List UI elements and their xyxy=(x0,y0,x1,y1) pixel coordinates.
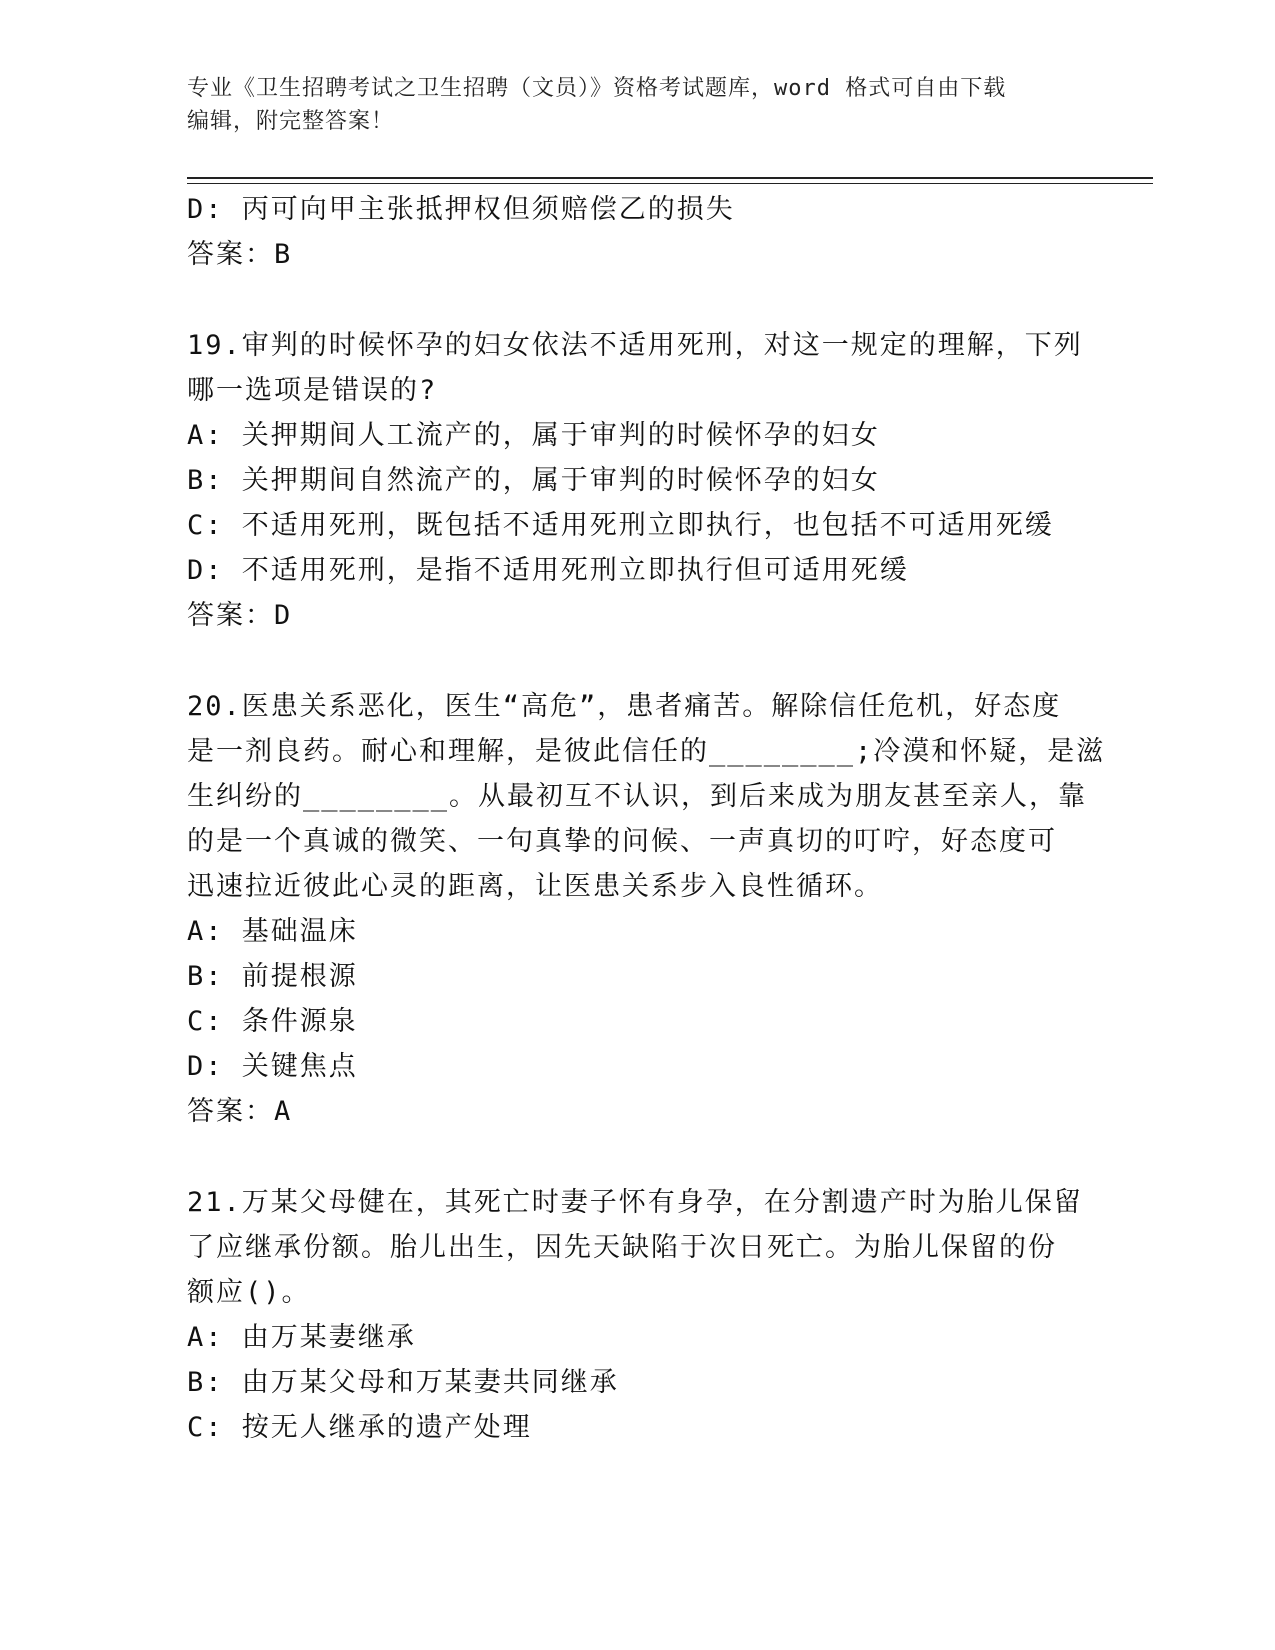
question-stem-line: 哪一选项是错误的? xyxy=(187,375,438,406)
option-b: B: 由万某父母和万某妻共同继承 xyxy=(187,1367,619,1398)
question-stem-line: 20.医患关系恶化，医生“高危”，患者痛苦。解除信任危机，好态度 xyxy=(187,691,1062,722)
question-19 xyxy=(187,323,1087,638)
question-content xyxy=(187,187,1106,1450)
question-stem-line: 额应()。 xyxy=(187,1277,311,1308)
question-20 xyxy=(187,684,1106,1134)
header-line-2: 编辑，附完整答案！ xyxy=(187,109,395,134)
question-stem-line: 21.万某父母健在，其死亡时妻子怀有身孕，在分割遗产时为胎儿保留 xyxy=(187,1187,1083,1218)
option-a: A: 关押期间人工流产的，属于审判的时候怀孕的妇女 xyxy=(187,420,880,451)
previous-question-tail xyxy=(187,187,1087,277)
question-21 xyxy=(187,1180,1087,1450)
question-stem-line: 的是一个真诚的微笑、一句真挚的问候、一声真切的叮咛，好态度可 xyxy=(187,826,1057,857)
option-c: C: 条件源泉 xyxy=(187,1006,358,1037)
option-c: C: 按无人继承的遗产处理 xyxy=(187,1412,532,1443)
option-b: B: 关押期间自然流产的，属于审判的时候怀孕的妇女 xyxy=(187,465,880,496)
question-stem-line: 迅速拉近彼此心灵的距离，让医患关系步入良性循环。 xyxy=(187,871,883,902)
question-stem-line: 生纠纷的________。从最初互不认识，到后来成为朋友甚至亲人，靠 xyxy=(187,781,1088,812)
answer-line: 答案：B xyxy=(187,239,293,270)
option-c: C: 不适用死刑，既包括不适用死刑立即执行，也包括不可适用死缓 xyxy=(187,510,1054,541)
question-stem-line: 19.审判的时候怀孕的妇女依法不适用死刑，对这一规定的理解，下列 xyxy=(187,330,1083,361)
option-d: D: 关键焦点 xyxy=(187,1051,358,1082)
header-divider-thick xyxy=(187,177,1153,179)
question-stem-line: 了应继承份额。胎儿出生，因先天缺陷于次日死亡。为胎儿保留的份 xyxy=(187,1232,1057,1263)
document-header xyxy=(187,72,1087,138)
header-divider-thin xyxy=(187,183,1153,184)
answer-line: 答案：D xyxy=(187,600,293,631)
option-b: B: 前提根源 xyxy=(187,961,358,992)
option-d: D: 不适用死刑，是指不适用死刑立即执行但可适用死缓 xyxy=(187,555,909,586)
option-a: A: 由万某妻继承 xyxy=(187,1322,416,1353)
option-a: A: 基础温床 xyxy=(187,916,358,947)
option-d: D: 丙可向甲主张抵押权但须赔偿乙的损失 xyxy=(187,194,735,225)
question-stem-line: 是一剂良药。耐心和理解，是彼此信任的________;冷漠和怀疑，是滋 xyxy=(187,736,1106,767)
header-line-1: 专业《卫生招聘考试之卫生招聘（文员）》资格考试题库，word 格式可自由下载 xyxy=(187,76,1007,101)
answer-line: 答案：A xyxy=(187,1096,293,1127)
